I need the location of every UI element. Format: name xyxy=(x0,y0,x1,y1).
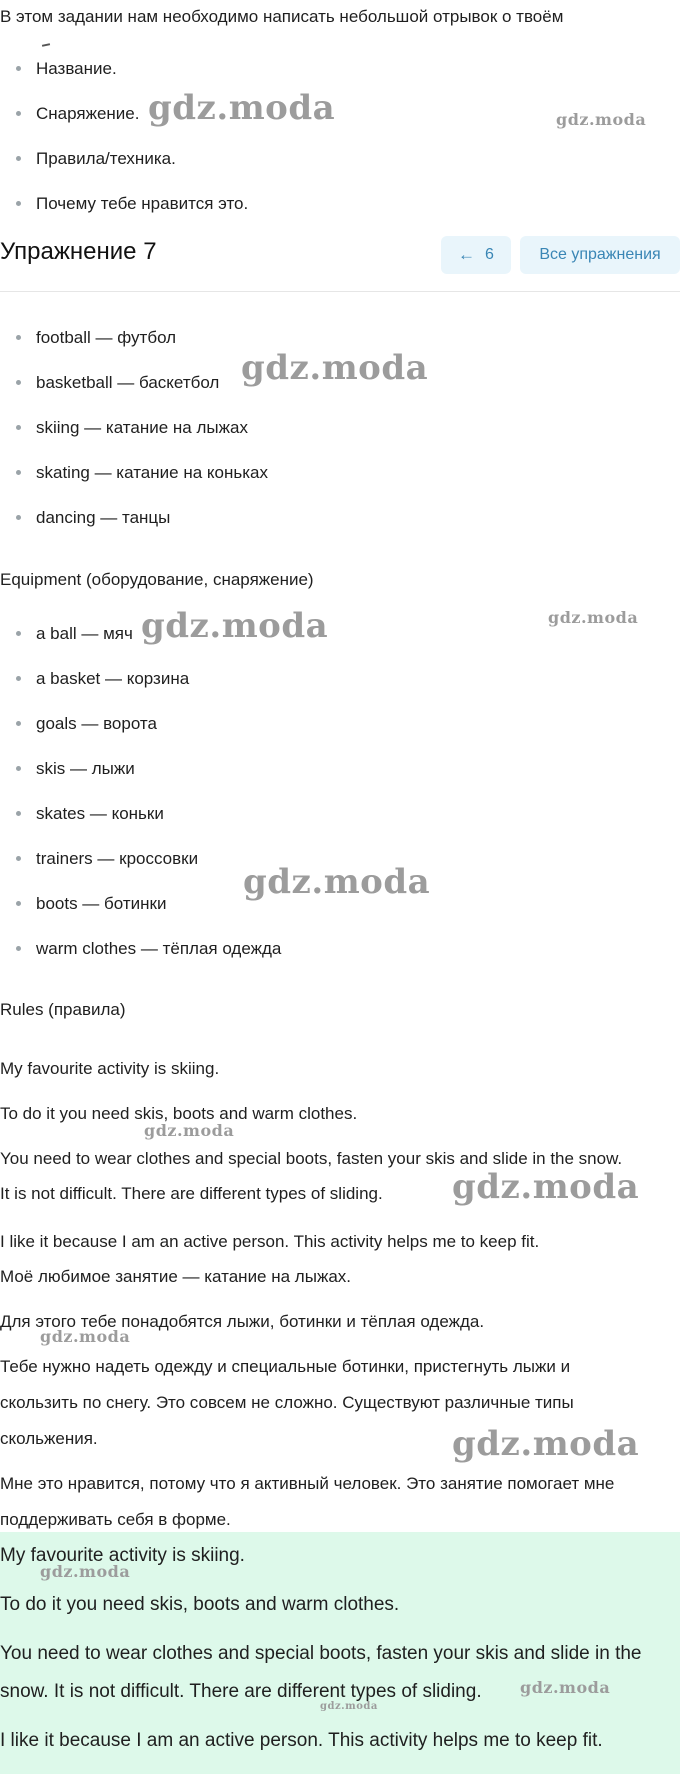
previous-exercise-button[interactable] xyxy=(441,236,511,274)
list-item: skiing — катание на лыжах xyxy=(0,417,268,462)
russian-line: скольжения. xyxy=(0,1429,98,1448)
russian-line: Для этого тебе понадобятся лыжи, ботинки и тёплая одежда. xyxy=(0,1312,485,1331)
list-item: goals — ворота xyxy=(0,713,281,758)
list-item: skates — коньки xyxy=(0,803,281,848)
list-item: warm clothes — тёплая одежда xyxy=(0,938,281,983)
list-item: dancing — танцы xyxy=(0,507,268,552)
divider xyxy=(0,291,680,292)
russian-line: скользить по снегу. Это совсем не сложно. Существуют различные типы xyxy=(0,1393,574,1412)
answer-line: I like it because I am an active person. This activity helps me to keep fit. xyxy=(0,1730,603,1751)
watermark: gdz.moda xyxy=(320,1701,378,1712)
russian-line: Тебе нужно надеть одежду и специальные ботинки, пристегнуть лыжи и xyxy=(0,1357,571,1376)
watermark: gdz.moda xyxy=(520,1678,611,1697)
list-item: football — футбол xyxy=(0,327,268,372)
english-line: To do it you need skis, boots and warm clothes. xyxy=(0,1104,358,1123)
english-line: It is not difficult. There are different types of sliding. xyxy=(0,1184,383,1203)
watermark: gdz.moda xyxy=(548,608,639,627)
answer-line: You need to wear clothes and special boots, fasten your skis and slide in the xyxy=(0,1643,642,1664)
watermark: gdz.moda xyxy=(241,348,429,388)
exercise-title: Упражнение 7 xyxy=(0,238,157,265)
watermark: gdz.moda xyxy=(243,862,431,902)
list-item: skating — катание на коньках xyxy=(0,462,268,507)
english-line: My favourite activity is skiing. xyxy=(0,1059,220,1078)
list-item: a basket — корзина xyxy=(0,668,281,713)
watermark: gdz.moda xyxy=(452,1167,640,1207)
rules-heading: Rules (правила) xyxy=(0,1000,126,1019)
arrow-left-icon: ← xyxy=(458,244,476,264)
sports-list xyxy=(0,327,268,552)
intro-text: В этом задании нам необходимо написать небольшой отрывок о твоём xyxy=(0,7,564,26)
list-item: trainers — кроссовки xyxy=(0,848,281,893)
list-item: Название. xyxy=(0,58,248,103)
watermark: gdz.moda xyxy=(40,1327,131,1346)
all-exercises-button[interactable]: Все упражнения xyxy=(520,236,680,274)
russian-line: Моё любимое занятие — катание на лыжах. xyxy=(0,1267,351,1286)
list-item: boots — ботинки xyxy=(0,893,281,938)
russian-line: Мне это нравится, потому что я активный человек. Это занятие помогает мне xyxy=(0,1474,615,1493)
watermark: gdz.moda xyxy=(556,110,647,129)
equipment-list xyxy=(0,623,281,983)
list-item: skis — лыжи xyxy=(0,758,281,803)
list-item: Почему тебе нравится это. xyxy=(0,193,248,238)
equipment-heading: Equipment (оборудование, снаряжение) xyxy=(0,570,314,589)
watermark: gdz.moda xyxy=(452,1424,640,1464)
answer-line: To do it you need skis, boots and warm clothes. xyxy=(0,1594,400,1615)
watermark: gdz.moda xyxy=(40,1562,131,1581)
english-line: You need to wear clothes and special boots, fasten your skis and slide in the snow. xyxy=(0,1149,623,1168)
watermark: gdz.moda xyxy=(148,88,336,128)
watermark: gdz.moda xyxy=(141,606,329,646)
english-line: I like it because I am an active person. This activity helps me to keep fit. xyxy=(0,1232,540,1251)
text-fragment-mark xyxy=(42,43,50,47)
list-item: Правила/техника. xyxy=(0,148,248,193)
list-item: basketball — баскетбол xyxy=(0,372,268,417)
list-item: Снаряжение. xyxy=(0,103,248,148)
answer-line: My favourite activity is skiing. xyxy=(0,1545,245,1566)
previous-exercise-label: 6 xyxy=(485,245,494,263)
intro-list xyxy=(0,58,248,238)
watermark: gdz.moda xyxy=(144,1121,235,1140)
answer-line: snow. It is not difficult. There are different types of sliding. xyxy=(0,1681,482,1702)
russian-line: поддерживать себя в форме. xyxy=(0,1510,231,1529)
list-item: a ball — мяч xyxy=(0,623,281,668)
